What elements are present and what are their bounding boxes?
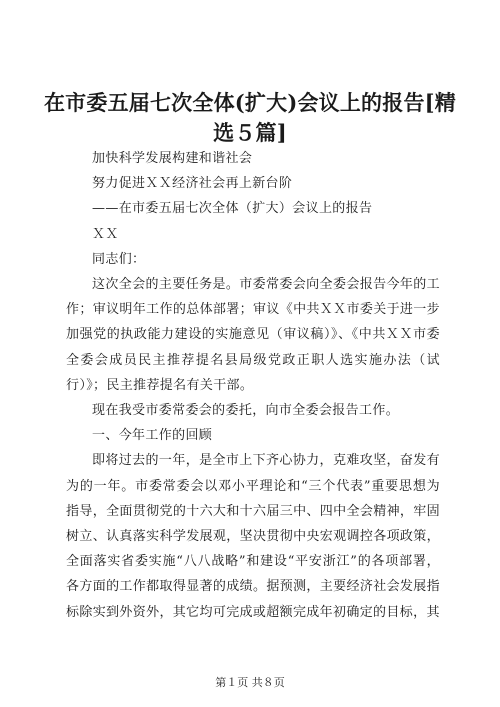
paragraph-2: 现在我受市委常委会的委托，向市全委会报告工作。 [92, 403, 400, 419]
document-title: 在市委五届七次全体(扩大)会议上的报告[精选５篇] [43, 90, 456, 145]
section-heading-1: 一、今年工作的回顾 [92, 428, 213, 444]
paragraph-3: 即将过去的一年，是全市上下齐心协力，克难攻坚，奋发有为的一年。市委常委会以邓小平理论和“三个代表”重要思想为指导，全面贯彻党的十六大和十六届三中、四中全会精神，牢固树立、认真落实科学发展观，坚决贯彻中央宏观调控各项政策，全面落实省委实施“八八战略”和建设“平安浙江”的各项部署，各方面的工作都取得显著的成绩。据预测，主要经济社会发展指标除实到外资外，其它均可完成或超额完成年初确定的目标，其 [66, 453, 440, 620]
salutation: 同志们： [92, 251, 146, 267]
page-number: 第１页 共８页 [215, 676, 285, 689]
heading-line-2: 努力促进ＸＸ经济社会再上新台阶 [92, 176, 293, 192]
heading-line-1: 加快科学发展构建和谐社会 [92, 151, 253, 166]
document-body [66, 146, 440, 625]
paragraph-1: 这次全会的主要任务是。市委常委会向全委会报告今年的工作；审议明年工作的总体部署；审议《中共ＸＸ市委关于进一步加强党的执政能力建设的实施意见（审议稿）》、《中共ＸＸ市委全委会成员民主推荐提名县局级党政正职人选实施办法（试行）》；民主推荐提名有关干部。 [66, 277, 440, 393]
author-name: ＸＸ [92, 226, 119, 242]
report-subtitle: ——在市委五届七次全体（扩大）会议上的报告 [92, 201, 373, 217]
